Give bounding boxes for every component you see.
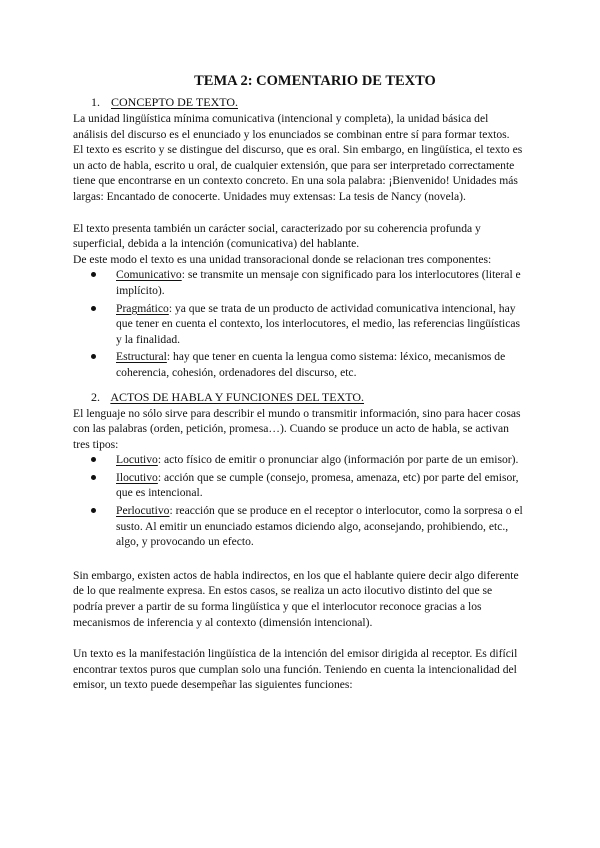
list-item <box>105 452 523 468</box>
list-item-term: Ilocutivo <box>116 470 158 484</box>
list-item-term: Locutivo <box>116 453 158 467</box>
paragraph: La unidad lingüística mínima comunicativa (intencional y completa), la unidad básica del análisis del discurso es el enunciado y los enunciados se combinan entre sí para formar textos. <box>73 112 510 141</box>
bullet-icon <box>91 306 96 311</box>
paragraph: El texto es escrito y se distingue del discurso, que es oral. Sin embargo, en lingüística, el texto es un acto de habla, escrito u oral, de cualquier extensión, que para ser interpretado correctamente tiene que encontrarse en un contexto concreto. En una sola palabra: ¡Bienvenido! Unidades más largas: Encantado de conocerte. Unidades muy extensas: La tesis de Nancy (novela). <box>73 143 523 203</box>
list-item-term: Perlocutivo <box>116 504 170 518</box>
paragraph: El texto presenta también un carácter social, caracterizado por su coherencia profunda y superficial, debida a la intención (comunicativa) del hablante. <box>73 221 481 251</box>
list-item-term: Pragmático <box>116 301 169 315</box>
bullet-icon <box>91 457 96 462</box>
speech-acts-list <box>73 452 523 550</box>
section-2-title: ACTOS DE HABLA Y FUNCIONES DEL TEXTO. <box>110 389 365 404</box>
section-1-number: 1. <box>91 95 100 109</box>
list-item-text: : acción que se cumple (consejo, promesa, amenaza, etc) por parte del emisor, que es intencional. <box>116 470 519 500</box>
bullet-icon <box>91 354 96 359</box>
section-2-number: 2. <box>91 389 100 404</box>
paragraph: De este modo el texto es una unidad transoracional donde se relacionan tres componentes: <box>73 252 492 266</box>
paragraph: Sin embargo, existen actos de habla indirectos, en los que el hablante quiere decir algo diferente de lo que realmente expresa. En estos casos, se realiza un acto ilocutivo distinto del que se podría prever a partir de su forma lingüística y que el interlocutor reconoce gracias a los mecanismos de inferencia y al contexto (dimensión intencional). <box>73 568 519 629</box>
list-item <box>105 503 523 550</box>
spacer <box>73 552 523 568</box>
document-page <box>73 72 523 693</box>
list-item <box>105 301 523 348</box>
list-item <box>105 349 523 380</box>
paragraph: Un texto es la manifestación lingüística de la intención del emisor dirigida al receptor. Es difícil encontrar textos puros que cumplan solo una función. Teniendo en cuenta la intencionalidad del emisor, un texto puede desempeñar las siguientes funciones: <box>73 647 518 692</box>
spacer <box>73 630 523 646</box>
list-item-text: : reacción que se produce en el receptor o interlocutor, como la sorpresa o el susto. Al emitir un enunciado estamos diciendo algo, aconsejando, prohibiendo, etc., algo, y provocando un efecto. <box>116 504 523 549</box>
list-item-term: Comunicativo <box>116 268 182 282</box>
list-item-text: : ya que se trata de un producto de actividad comunicativa intencional, hay que tener en cuenta el contexto, los interlocutores, el medio, las referencias lingüísticas y la finalidad. <box>116 301 521 346</box>
bullet-icon <box>91 272 96 277</box>
list-item <box>105 470 523 501</box>
list-item <box>105 267 523 298</box>
section-1-title: CONCEPTO DE TEXTO. <box>111 95 239 109</box>
section-1-heading <box>91 94 523 110</box>
document-title: TEMA 2: COMENTARIO DE TEXTO <box>194 73 436 89</box>
spacer <box>73 205 523 221</box>
paragraph: El lenguaje no sólo sirve para describir el mundo o transmitir información, sino para hacer cosas con las palabras (orden, petición, promesa…). Cuando se produce un acto de habla, se activan tres tipos: <box>73 406 521 451</box>
list-item-term: Estructural <box>116 350 167 364</box>
components-list <box>73 267 523 380</box>
list-item-text: : se transmite un mensaje con significado para los interlocutores (literal e implícito). <box>116 268 521 297</box>
list-item-text: : hay que tener en cuenta la lengua como sistema: léxico, mecanismos de coherencia, cohesión, ordenadores del discurso, etc. <box>116 350 506 379</box>
list-item-text: : acto físico de emitir o pronunciar algo (información por parte de un emisor). <box>157 453 519 467</box>
bullet-icon <box>91 508 96 513</box>
section-2-heading <box>91 389 523 405</box>
bullet-icon <box>91 475 96 480</box>
